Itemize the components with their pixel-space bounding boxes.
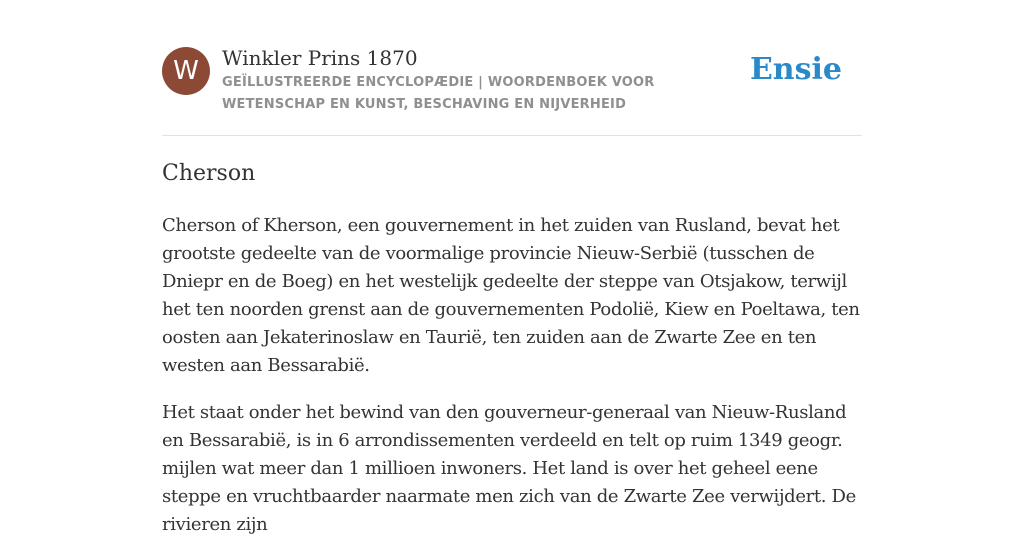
publication-title[interactable]: Winkler Prins 1870 xyxy=(222,46,418,70)
article-paragraph: Cherson of Kherson, een gouvernement in het zuiden van Rusland, bevat het grootste gedeelte van de voormalige provincie Nieuw-Serbië (tusschen de Dniepr en de Boeg) en het westelijk gedeelte der steppe van Otsjakow, terwijl het ten noorden grenst aan de gouvernementen Podolië, Kiew en Poeltawa, ten oosten aan Jekaterinoslaw en Taurië, ten zuiden aan de Zwarte Zee en ten westen aan Bessarabië. xyxy=(162,215,860,376)
article-title: Cherson xyxy=(162,161,256,186)
publication-avatar[interactable]: W xyxy=(162,47,210,95)
header xyxy=(162,44,862,136)
article-body xyxy=(162,212,862,558)
publication-subtitle: GEÏLLUSTREERDE ENCYCLOPÆDIE | WOORDENBOEK VOOR WETENSCHAP EN KUNST, BESCHAVING EN NIJVERHEID xyxy=(222,75,655,112)
article-paragraph: Het staat onder het bewind van den gouverneur-generaal van Nieuw-Rusland en Bessarabië, is in 6 arrondissementen verdeeld en telt op ruim 1349 geogr. mijlen wat meer dan 1 millioen inwoners. Het land is over het geheel eene steppe en vruchtbaarder naarmate men zich van de Zwarte Zee verwijdert. De rivieren zijn xyxy=(162,402,856,535)
ensie-logo[interactable]: Ensie xyxy=(749,52,842,87)
